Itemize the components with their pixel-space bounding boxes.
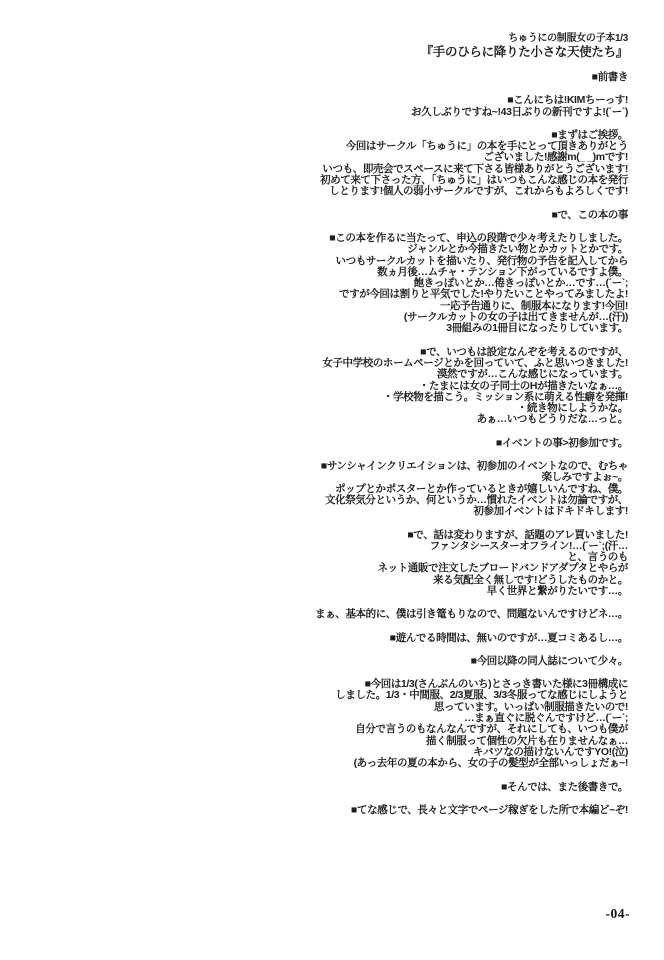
text-line: 初めて来て下さった方、「ちゅうに」はいつもこんな感じの本を発行 [320, 174, 628, 187]
text-line: と、言うのも [567, 551, 628, 564]
text-line: ■こんにちは!KIMちーっす! [507, 94, 628, 107]
text-line: (サークルカットの女の子は出てきませんが…(汗)) [403, 311, 628, 324]
text-line: 自分で言うのもなんなんですが、それにしても、いつも僕が [355, 723, 628, 736]
paragraph [110, 438, 628, 449]
paragraph [110, 656, 628, 667]
text-line: ■てな感じで、長々と文字でページ稼ぎをした所で本編ど~ぞ! [351, 803, 628, 816]
text-line: ■そんでは、また後書きで。 [501, 780, 628, 793]
text-line: 一応予告通りに、制服本になります!今回! [440, 299, 628, 312]
text-line: ファンタシースターオフライン!…(´ー`;(汗… [429, 539, 628, 552]
text-line: いつもサークルカットを描いたり、発行物の予告を記入してから [335, 254, 628, 267]
text-line: ・学校物を描こう。ミッション系に萌える性癖を発揮! [382, 390, 628, 403]
text-line: 漠然ですが…こんな感じになっています。 [436, 368, 628, 381]
page-number: -04- [605, 906, 630, 921]
book-title: 『手のひらに降りた小さな天使たち』 [420, 45, 628, 59]
text-line: 女子中学校のホームページとかを回っていて、ふと思いつきました! [322, 356, 628, 369]
paragraph [110, 233, 628, 335]
text-line: しとります!個人の弱小サークルですが、これからもよろしくです! [329, 185, 628, 198]
text-line: …まぁ直ぐに脱ぐんですけど…(´ー`; [464, 712, 628, 725]
text-line: ・続き物にしようかな。 [516, 402, 628, 415]
paragraph [110, 679, 628, 769]
text-line: お久しぶりですね~!43日ぶりの新刊ですよ!(´ー`) [411, 105, 628, 118]
paragraph [110, 72, 628, 83]
text-line: 来る気配全く無しです!どうしたものかと。 [433, 573, 628, 586]
series-title: ちゅうにの制服女の子本1/3 [508, 33, 628, 44]
text-line: ■前書き [591, 71, 628, 83]
paragraph [110, 95, 628, 118]
text-line: ポップとかポスターとか作っているときが嬉しいんですね、僕。 [335, 482, 628, 495]
text-line: ですが今回は割りと平気でした!やりたいことやってみましたよ! [339, 288, 628, 301]
text-line: (あっ去年の夏の本から、女の子の髪型が全部いっしょだぁ~! [353, 757, 628, 770]
text-line: まぁ、基本的に、僕は引き篭もりなので、問題ないんですけどネ…。 [315, 608, 628, 621]
body-text [110, 72, 628, 816]
paragraph [110, 609, 628, 620]
text-line: 今回はサークル「ちゅうに」の本を手にとって頂きありがとう [345, 140, 628, 153]
text-line: ■で、いつもは設定なんぞを考えるのですが、 [420, 345, 628, 358]
paragraph [110, 130, 628, 198]
paragraph [110, 633, 628, 644]
page-header [110, 33, 628, 59]
text-line: 思っています。いっぱい制服描きたいので! [433, 700, 628, 713]
text-line: ■遊んでる時間は、無いのですが…夏コミあるし…。 [389, 631, 628, 644]
text-line: ■サンシャインクリエイションは、初参加のイベントなので、むちゃ [320, 460, 628, 473]
text-line: ■で、話は変わりますが、話題のアレ買いました! [407, 528, 628, 541]
text-line: 数ヵ月後…ムチャ・テンション下がっているですよ僕。 [377, 265, 628, 278]
text-line: いつも、即売会でスペースに来て下さる皆様ありがとうございます! [322, 162, 628, 175]
text-line: ございました!感謝m(_ _)mです! [483, 151, 628, 164]
text-line: ■今回は1/3(さんぶんのいち)とさっき書いた様に3冊構成に [364, 678, 628, 691]
paragraph [110, 805, 628, 816]
text-line: キバツなの描けないんですYO!(泣) [473, 745, 628, 758]
paragraph [110, 461, 628, 517]
text-line: 初参加イベントはドキドキします! [473, 505, 628, 518]
text-line: ■今回以降の同人誌について少々。 [470, 654, 628, 667]
text-line: ■この本を作るに当たって、申込の段階で少々考えたりしました。 [329, 231, 628, 244]
text-line: 描く制服って個性の欠片も在りませんなぁ… [426, 734, 628, 747]
text-line: 楽しみですよぉ~。 [541, 471, 628, 484]
text-line: ネット通販で注文したブロードバンドアダプタとやらが [377, 562, 628, 575]
paragraph [110, 530, 628, 598]
paragraph [110, 347, 628, 426]
text-line: あぁ…いつもどうりだな…っと。 [476, 413, 628, 426]
text-line: ジャンルとか今描きたい物とかカットとかです。 [407, 243, 628, 256]
text-line: ■で、この本の事 [551, 208, 628, 221]
paragraph [110, 782, 628, 793]
text-line: 飽きっぽいとか…倦きっぽいとか…です…(´ー`; [413, 277, 628, 290]
text-line: ■まずはご挨拶。 [551, 128, 628, 141]
text-line: 3冊組みの1冊目になったりしています。 [446, 322, 628, 335]
text-line: 早く世界と繋がりたいです…。 [486, 584, 628, 597]
text-line: しました。1/3・中間服、2/3夏服、3/3冬服ってな感じにしようと [335, 689, 628, 702]
text-line: ・たまには女の子同士のHが描きたいなぁ…。 [418, 379, 628, 392]
text-line: ■イベントの事>初参加です。 [495, 436, 628, 449]
paragraph [110, 210, 628, 221]
text-line: 文化祭気分というか、何というか…慣れたイベントは勿論ですが、 [325, 493, 628, 506]
